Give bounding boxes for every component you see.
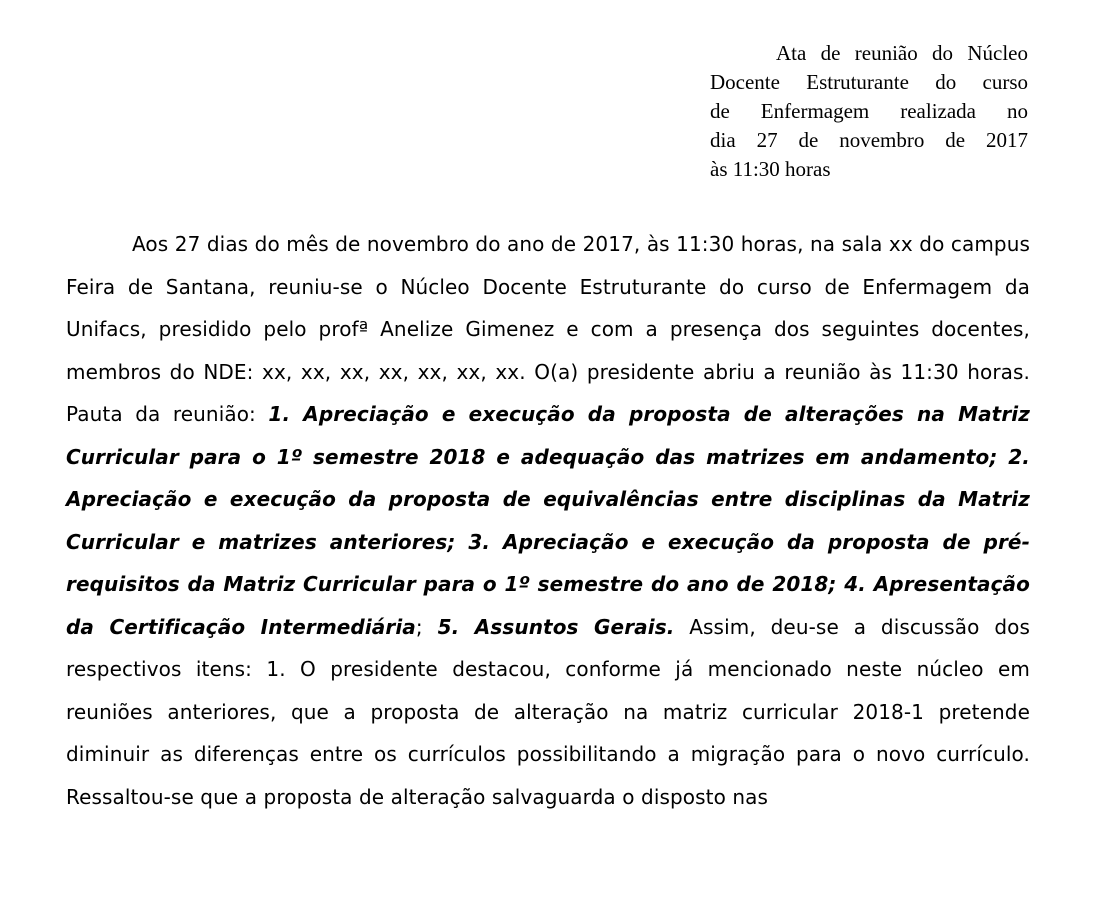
body-paragraph: [66, 223, 1030, 818]
paragraph-run-agenda-item-5: 5. Assuntos Gerais.: [437, 614, 675, 639]
header-caption: [710, 39, 1028, 184]
header-caption-line: Docente Estruturante do curso: [710, 70, 1028, 94]
paragraph-run-opening: Aos 27 dias do mês de novembro do ano de 2017, às 11:30 horas, na sala xx do campus Feira de Santana, reuniu-se o Núcleo Docente Estruturante do curso de Enfermagem da Unifacs, presidido pelo profª Anelize Gimenez e com a presença dos seguintes docentes, membros do NDE: xx, xx, xx, xx, xx, xx, xx. O(a) presidente abriu a reunião às 11:30 horas. Pauta da reunião:: [66, 232, 1030, 426]
header-caption-line: às 11:30 horas: [710, 157, 831, 181]
header-caption-line: Ata de reunião do Núcleo: [776, 41, 1028, 65]
paragraph-run-agenda-items-1-4: 1. Apreciação e execução da proposta de alterações na Matriz Curricular para o 1º semestre 2018 e adequação das matrizes em andamento; 2. Apreciação e execução da proposta de equivalências entre disciplinas da Matriz Curricular e matrizes anteriores; 3. Apreciação e execução da proposta de pré-requisitos da Matriz Curricular para o 1º semestre do ano de 2018; 4. Apresentação da Certificação Intermediária: [66, 402, 1030, 639]
paragraph-run-discussion: Assim, deu-se a discussão dos respectivos itens: 1. O presidente destacou, conforme já mencionado neste núcleo em reuniões anteriores, que a proposta de alteração na matriz curricular 2018-1 pretende diminuir as diferenças entre os currículos possibilitando a migração para o novo currículo. Ressaltou-se que a proposta de alteração salvaguarda o disposto nas: [66, 614, 1030, 809]
header-caption-line: dia 27 de novembro de 2017: [710, 128, 1028, 152]
header-caption-line: de Enfermagem realizada no: [710, 99, 1028, 123]
paragraph-run-separator: ;: [415, 614, 438, 639]
